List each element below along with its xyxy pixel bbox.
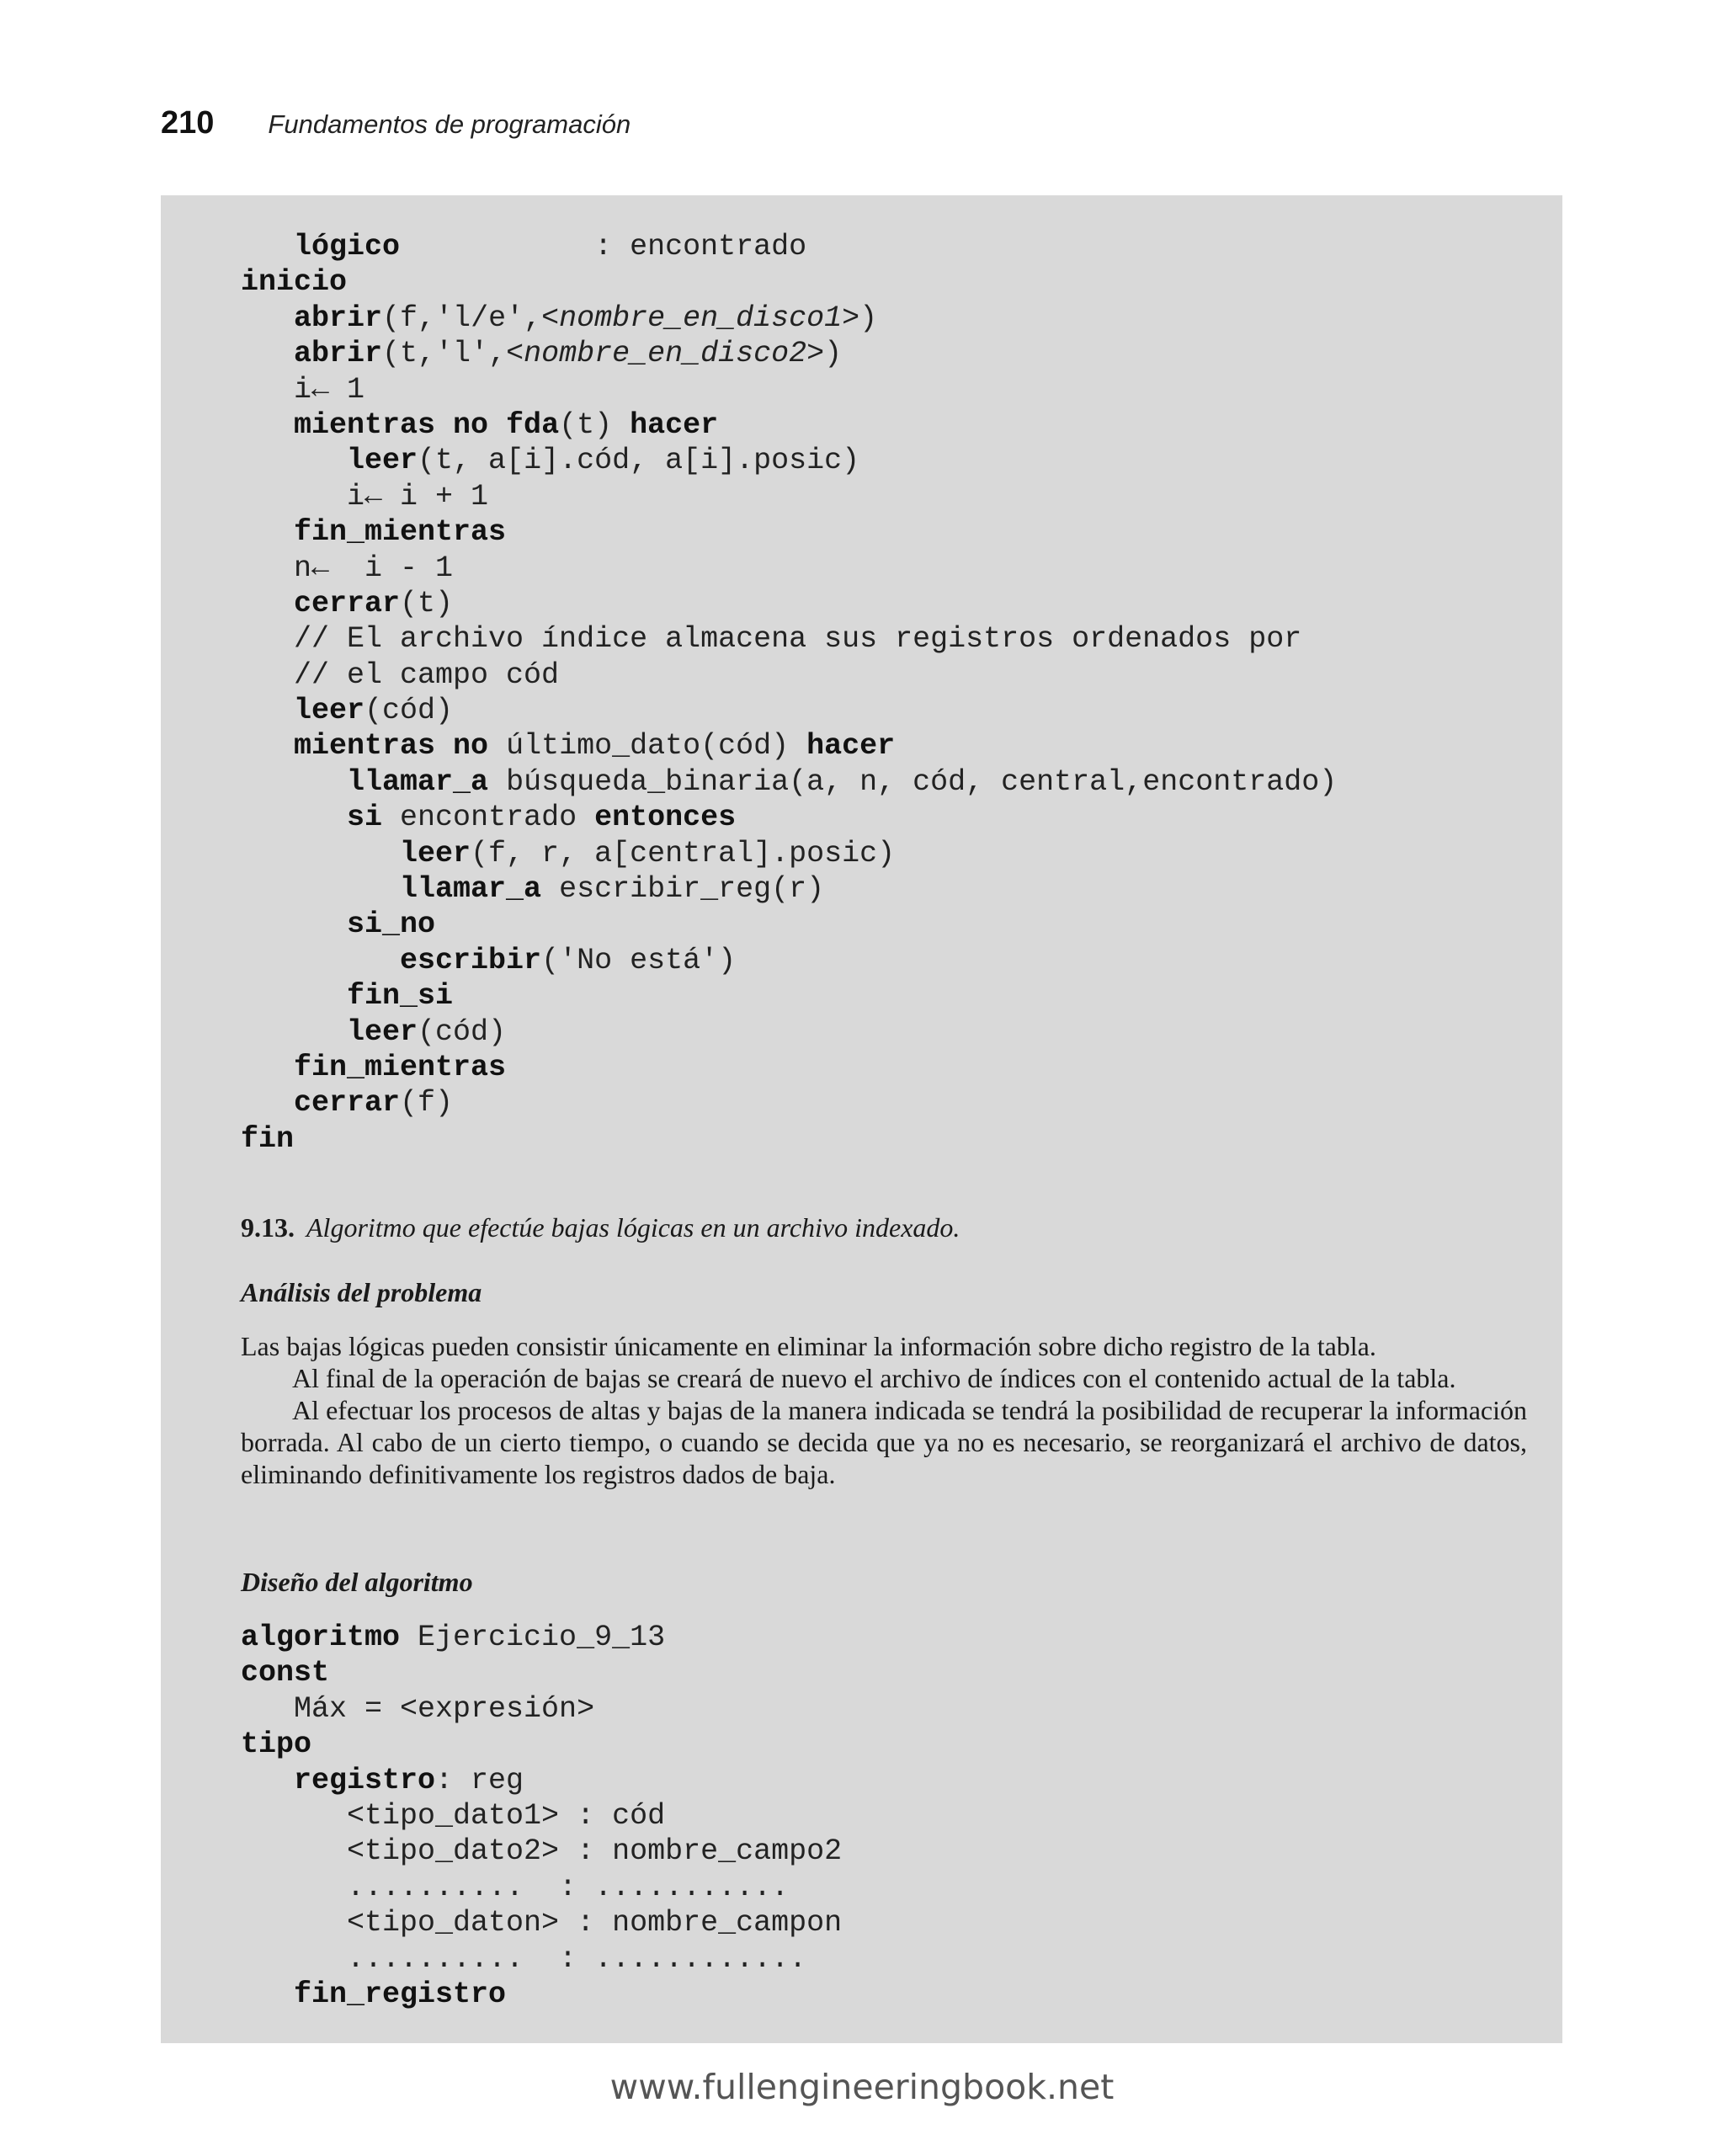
analysis-paragraph: Al efectuar los procesos de altas y bajas de la manera indicada se tendrá la posibilidad de recuperar la información borrada. Al cabo de un cierto tiempo, o cuando se decida que ya no es necesario, se reorganizará el archivo de datos, eliminando definitivamente los registros dados de baja. bbox=[241, 1395, 1527, 1489]
code-line bbox=[241, 1121, 1337, 1157]
code-line bbox=[241, 1014, 1337, 1050]
code-token: lógico bbox=[294, 230, 401, 264]
code-token: (f, r, a[central].posic) bbox=[471, 836, 896, 870]
code-line bbox=[241, 1085, 1337, 1121]
code-line bbox=[241, 1941, 842, 1977]
code-line bbox=[241, 372, 1337, 407]
code-line bbox=[241, 621, 1337, 657]
code-line bbox=[241, 443, 1337, 478]
design-heading: Diseño del algoritmo bbox=[241, 1567, 473, 1597]
code-token: <nombre_en_disco2> bbox=[506, 337, 825, 371]
code-token bbox=[241, 230, 294, 264]
code-token bbox=[241, 801, 347, 834]
code-line bbox=[241, 657, 1337, 693]
code-token: (f,'l/e', bbox=[382, 301, 542, 335]
code-token: leer bbox=[294, 694, 365, 728]
code-token: fin_si bbox=[347, 979, 454, 1014]
code-token bbox=[241, 979, 347, 1013]
code-token: i← 1 bbox=[241, 372, 365, 407]
code-line bbox=[241, 1691, 842, 1727]
page-header bbox=[161, 105, 631, 152]
code-token: leer bbox=[347, 1014, 418, 1049]
code-token: const bbox=[241, 1656, 330, 1690]
code-token: (t) bbox=[559, 407, 631, 442]
code-token: i← i + 1 bbox=[241, 479, 489, 514]
code-line bbox=[241, 586, 1337, 621]
code-token: // El archivo índice almacena sus registros ordenados por bbox=[241, 622, 1302, 657]
code-line bbox=[241, 1977, 842, 2012]
code-line bbox=[241, 264, 1337, 300]
code-token: ) bbox=[824, 337, 843, 371]
code-token bbox=[241, 1086, 294, 1120]
exercise-number: 9.13. bbox=[241, 1212, 295, 1243]
code-token bbox=[241, 729, 294, 763]
code-line bbox=[241, 1050, 1337, 1085]
page-number: 210 bbox=[161, 105, 215, 141]
code-token bbox=[241, 944, 400, 977]
code-token: n← i - 1 bbox=[241, 551, 454, 585]
code-token: búsqueda_binaria(a, n, cód, central,encontrado) bbox=[488, 764, 1338, 799]
code-token bbox=[241, 1015, 347, 1049]
code-token: cerrar bbox=[294, 586, 401, 620]
code-token: llamar_a bbox=[347, 764, 489, 799]
code-token: (t,'l', bbox=[382, 337, 507, 371]
analysis-paragraph: Las bajas lógicas pueden consistir únicamente en eliminar la información sobre dicho registro de la tabla. bbox=[241, 1331, 1376, 1361]
code-token: (t) bbox=[400, 586, 454, 620]
code-token: mientras no fda bbox=[294, 407, 560, 442]
code-token: <tipo_daton> : nombre_campon bbox=[241, 1906, 843, 1940]
code-token: (cód) bbox=[364, 694, 454, 728]
code-token: algoritmo bbox=[241, 1621, 401, 1654]
code-token: fin_mientras bbox=[294, 515, 507, 550]
code-token: Máx = <expresión> bbox=[241, 1691, 595, 1726]
content-panel bbox=[161, 195, 1562, 2043]
code-token: : reg bbox=[435, 1763, 524, 1797]
code-line bbox=[241, 764, 1337, 800]
code-line bbox=[241, 479, 1337, 514]
code-token bbox=[241, 444, 347, 477]
code-line bbox=[241, 551, 1337, 586]
code-line bbox=[241, 907, 1337, 942]
code-token bbox=[241, 1051, 294, 1084]
exercise-title: Algoritmo que efectúe bajas lógicas en un archivo indexado. bbox=[306, 1212, 960, 1243]
code-token: .......... : ........... bbox=[241, 1870, 790, 1904]
code-token: // el campo cód bbox=[241, 657, 560, 692]
code-token bbox=[241, 301, 294, 335]
analysis-text bbox=[241, 1330, 1527, 1490]
code-line bbox=[241, 693, 1337, 728]
code-token: abrir bbox=[294, 301, 383, 335]
code-token: último_dato(cód) bbox=[488, 729, 807, 764]
code-token: si bbox=[347, 801, 383, 835]
exercise-heading bbox=[241, 1211, 1527, 1243]
code-line bbox=[241, 943, 1337, 978]
code-token: escribir_reg(r) bbox=[541, 872, 825, 907]
code-token: <tipo_dato2> : nombre_campo2 bbox=[241, 1834, 843, 1869]
code-token bbox=[241, 587, 294, 620]
code-token: entonces bbox=[594, 801, 737, 835]
code-token: fin bbox=[241, 1121, 295, 1156]
code-token: fin_registro bbox=[294, 1977, 507, 2011]
code-token: leer bbox=[400, 836, 471, 870]
code-token bbox=[241, 515, 294, 549]
code-line bbox=[241, 1763, 842, 1798]
code-line bbox=[241, 800, 1337, 835]
code-token: Ejercicio_9_13 bbox=[400, 1621, 666, 1654]
code-token: registro bbox=[294, 1763, 436, 1797]
code-token: escribir bbox=[400, 943, 542, 977]
code-token: <nombre_en_disco1> bbox=[541, 301, 860, 335]
code-line bbox=[241, 407, 1337, 443]
code-token: llamar_a bbox=[400, 872, 542, 907]
code-line bbox=[241, 301, 1337, 336]
code-token bbox=[241, 1764, 294, 1797]
code-token: (f) bbox=[400, 1086, 454, 1121]
code-token: cerrar bbox=[294, 1086, 401, 1121]
code-token bbox=[241, 908, 347, 941]
code-token: tipo bbox=[241, 1727, 312, 1762]
code-token: si_no bbox=[347, 908, 436, 942]
code-block-top bbox=[241, 229, 1337, 1157]
code-token: ) bbox=[859, 301, 878, 335]
code-token: ('No está') bbox=[541, 943, 737, 977]
code-line bbox=[241, 514, 1337, 550]
code-line bbox=[241, 836, 1337, 871]
code-token bbox=[241, 872, 400, 906]
code-line bbox=[241, 1620, 842, 1655]
code-line bbox=[241, 978, 1337, 1014]
code-token: inicio bbox=[241, 265, 348, 300]
code-token: <tipo_dato1> : cód bbox=[241, 1798, 666, 1833]
code-line bbox=[241, 1905, 842, 1940]
code-line bbox=[241, 1870, 842, 1905]
code-token: fin_mientras bbox=[294, 1050, 507, 1084]
code-token: encontrado bbox=[382, 801, 595, 835]
code-line bbox=[241, 728, 1337, 764]
code-token bbox=[241, 837, 400, 870]
code-block-bottom bbox=[241, 1620, 842, 2012]
code-line bbox=[241, 336, 1337, 371]
code-token bbox=[241, 765, 347, 799]
code-line bbox=[241, 1834, 842, 1869]
code-line bbox=[241, 1798, 842, 1834]
code-token: mientras no bbox=[294, 729, 489, 764]
analysis-heading: Análisis del problema bbox=[241, 1277, 482, 1307]
code-line bbox=[241, 871, 1337, 907]
code-line bbox=[241, 229, 1337, 264]
analysis-paragraph: Al final de la operación de bajas se creará de nuevo el archivo de índices con el contenido actual de la tabla. bbox=[292, 1363, 1456, 1393]
footer-url: www.fullengineeringbook.net bbox=[609, 2067, 1115, 2107]
running-title: Fundamentos de programación bbox=[268, 109, 631, 139]
code-line bbox=[241, 1655, 842, 1690]
code-token: hacer bbox=[806, 729, 896, 764]
code-token: abrir bbox=[294, 337, 383, 371]
code-token: (t, a[i].cód, a[i].posic) bbox=[418, 444, 860, 478]
code-token: .......... : ............ bbox=[241, 1941, 807, 1976]
code-token bbox=[241, 694, 294, 727]
code-token: leer bbox=[347, 444, 418, 478]
code-token: hacer bbox=[630, 407, 719, 442]
code-token: : encontrado bbox=[400, 230, 807, 264]
code-token bbox=[241, 408, 294, 442]
code-token bbox=[241, 337, 294, 370]
code-token: (cód) bbox=[418, 1014, 507, 1049]
code-line bbox=[241, 1727, 842, 1762]
code-token bbox=[241, 1978, 294, 2011]
